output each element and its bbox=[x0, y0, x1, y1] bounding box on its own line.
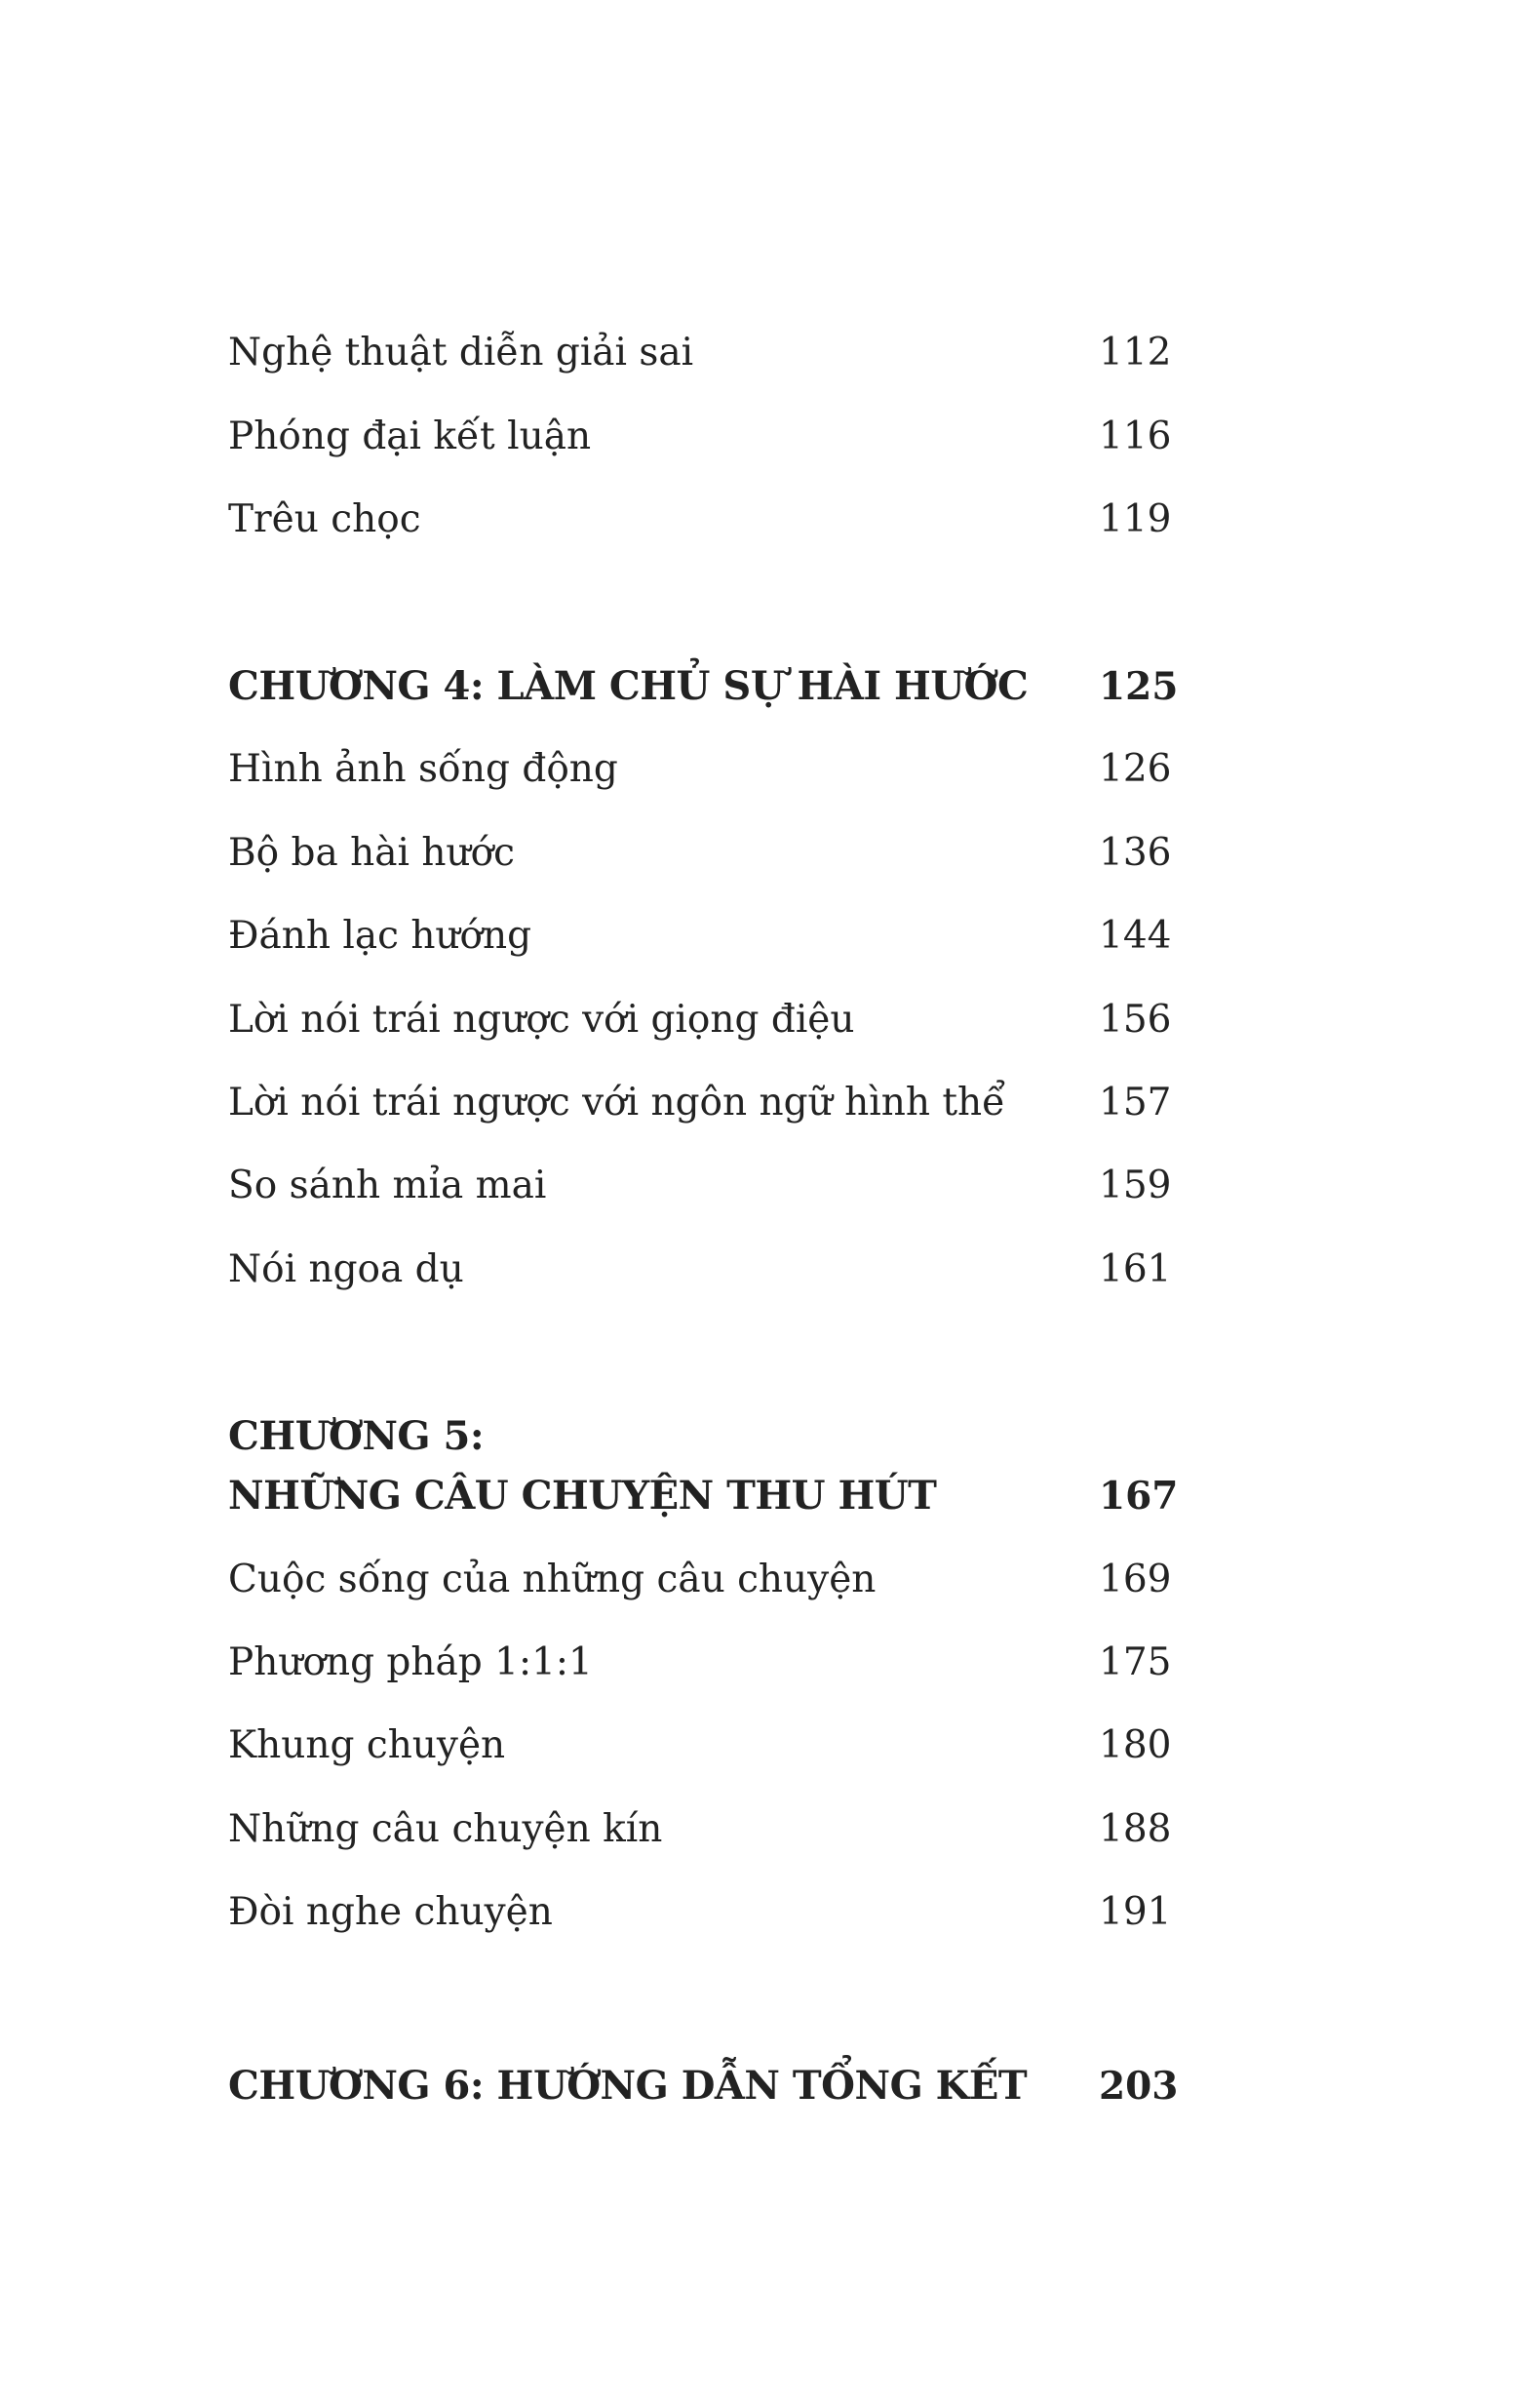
toc-chapter-title: NHỮNG CÂU CHUYỆN THU HÚT bbox=[228, 1473, 937, 1519]
toc-entry-title: Phương pháp 1:1:1 bbox=[228, 1640, 593, 1684]
toc-entry-page: 144 bbox=[1099, 914, 1172, 958]
toc-entry bbox=[228, 991, 1203, 1049]
toc-entry-page: 180 bbox=[1099, 1723, 1172, 1767]
toc-entry-page: 169 bbox=[1099, 1558, 1172, 1601]
toc-entry bbox=[228, 1157, 1203, 1215]
toc-entry-page: 159 bbox=[1099, 1164, 1172, 1207]
toc-chapter-heading bbox=[228, 1467, 1203, 1525]
toc-entry-page: 191 bbox=[1099, 1890, 1172, 1934]
toc-chapter-title: CHƯƠNG 6: HƯỚNG DẪN TỔNG KẾT bbox=[228, 2063, 1028, 2109]
toc-entry-page: 161 bbox=[1099, 1247, 1172, 1291]
toc-entry bbox=[228, 1717, 1203, 1775]
toc-entry-title: Hình ảnh sống động bbox=[228, 747, 618, 791]
toc-chapter-heading bbox=[228, 657, 1203, 716]
toc-entry-title: Đánh lạc hướng bbox=[228, 914, 532, 958]
toc-chapter-heading bbox=[228, 1407, 1203, 1466]
toc-entry bbox=[228, 1241, 1203, 1299]
toc-chapter-heading bbox=[228, 2057, 1203, 2115]
toc-entry bbox=[228, 324, 1203, 382]
toc-entry-title: Những câu chuyện kín bbox=[228, 1807, 663, 1851]
toc-entry-page: 119 bbox=[1099, 497, 1172, 541]
toc-entry-page: 136 bbox=[1099, 831, 1172, 875]
toc-entry-page: 116 bbox=[1099, 414, 1172, 458]
toc-entry bbox=[228, 907, 1203, 966]
toc-entry-page: 126 bbox=[1099, 747, 1172, 791]
toc-entry bbox=[228, 1883, 1203, 1942]
toc-entry-page: 112 bbox=[1099, 331, 1172, 375]
toc-entry-title: Trêu chọc bbox=[228, 497, 421, 541]
toc-entry bbox=[228, 491, 1203, 549]
toc-entry-title: Nghệ thuật diễn giải sai bbox=[228, 331, 694, 375]
toc-entry-title: Lời nói trái ngược với giọng điệu bbox=[228, 998, 855, 1042]
toc-entry bbox=[228, 1800, 1203, 1859]
toc-entry-page: 175 bbox=[1099, 1640, 1172, 1684]
toc-chapter-title: CHƯƠNG 5: bbox=[228, 1413, 485, 1459]
toc-entry bbox=[228, 1634, 1203, 1692]
toc-entry-title: Cuộc sống của những câu chuyện bbox=[228, 1558, 877, 1601]
toc-entry-title: Bộ ba hài hước bbox=[228, 831, 515, 875]
toc-entry bbox=[228, 740, 1203, 799]
toc-entry-title: Phóng đại kết luận bbox=[228, 414, 592, 458]
toc-chapter-page: 203 bbox=[1099, 2064, 1179, 2109]
toc-entry bbox=[228, 1074, 1203, 1132]
toc-entry-title: Khung chuyện bbox=[228, 1723, 506, 1767]
toc-entry bbox=[228, 1551, 1203, 1609]
toc-entry-title: Đòi nghe chuyện bbox=[228, 1890, 553, 1934]
toc-chapter-title: CHƯƠNG 4: LÀM CHỦ SỰ HÀI HƯỚC bbox=[228, 663, 1029, 709]
toc-entry bbox=[228, 824, 1203, 883]
toc-entry-title: Lời nói trái ngược với ngôn ngữ hình thể bbox=[228, 1081, 1006, 1125]
toc-entry bbox=[228, 408, 1203, 466]
toc-entry-page: 156 bbox=[1099, 998, 1172, 1042]
toc-entry-title: Nói ngoa dụ bbox=[228, 1247, 464, 1291]
toc-chapter-page: 125 bbox=[1099, 664, 1179, 709]
toc-chapter-page: 167 bbox=[1099, 1474, 1179, 1519]
toc-entry-page: 157 bbox=[1099, 1081, 1172, 1125]
toc-entry-title: So sánh mỉa mai bbox=[228, 1164, 547, 1207]
toc-entry-page: 188 bbox=[1099, 1807, 1172, 1851]
